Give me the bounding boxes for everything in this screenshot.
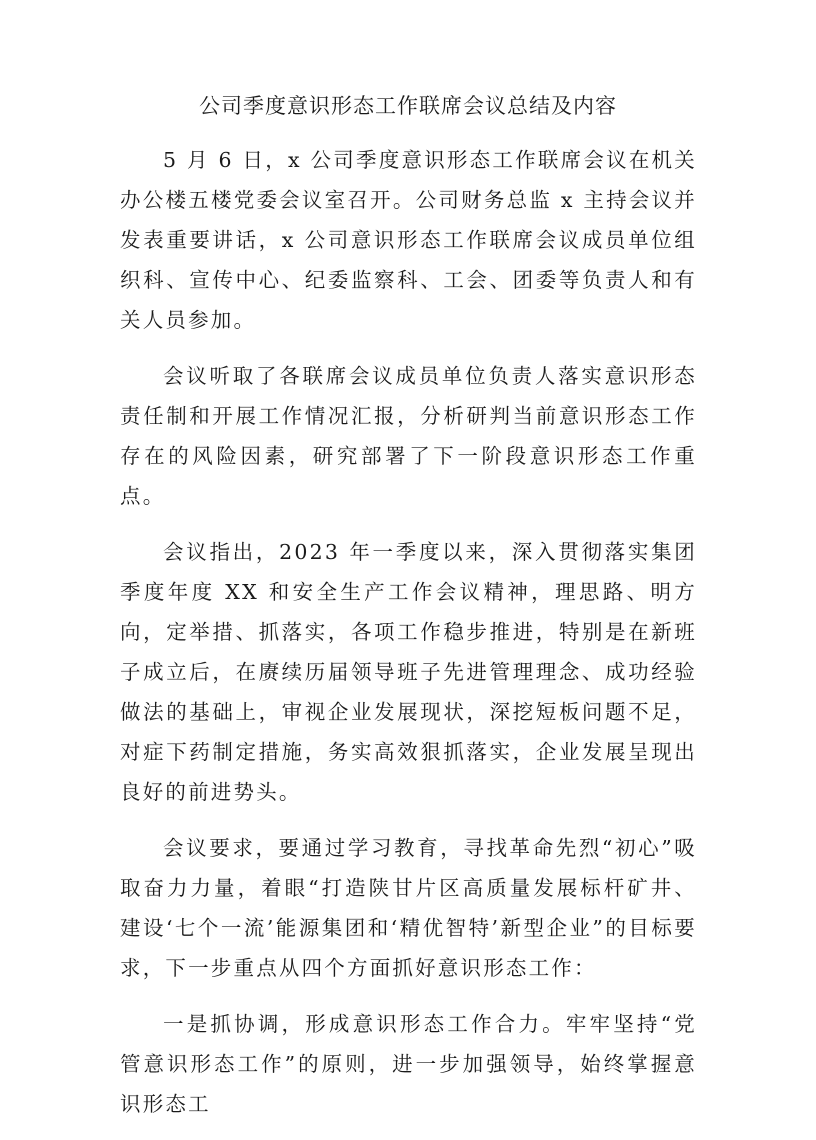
paragraph-meeting-overview: 5 月 6 日，x 公司季度意识形态工作联席会议在机关办公楼五楼党委会议室召开。公司财务总监 x 主持会议并发表重要讲话，x 公司意识形态工作联席会议成员单位组织科、宣传中心、纪委监察科、工会、团委等负责人和有关人员参加。 (120, 148, 697, 332)
document-title: 公司季度意识形态工作联席会议总结及内容 (199, 94, 617, 118)
paragraph-meeting-requirements: 会议要求，要通过学习教育，寻找革命先烈“初心”吸取奋力力量，着眼“打造陕甘片区高质量发展标杆矿井、建设‘七个一流’能源集团和‘精优智特’新型企业”的目标要求，下一步重点从四个方面抓好意识形态工作： (120, 836, 697, 980)
paragraph-first-point: 一是抓协调，形成意识形态工作合力。牢牢坚持“党管意识形态工作”的原则，进一步加强领导，始终掌握意识形态工 (120, 1012, 697, 1116)
document-body (120, 140, 697, 1140)
paragraph-meeting-agenda: 会议听取了各联席会议成员单位负责人落实意识形态责任制和开展工作情况汇报，分析研判当前意识形态工作存在的风险因素，研究部署了下一阶段意识形态工作重点。 (120, 364, 697, 508)
paragraph-meeting-findings: 会议指出，2023 年一季度以来，深入贯彻落实集团季度年度 XX 和安全生产工作会议精神，理思路、明方向，定举措、抓落实，各项工作稳步推进，特别是在新班子成立后，在赓续历届领导班子先进管理理念、成功经验做法的基础上，审视企业发展现状，深挖短板问题不足，对症下药制定措施，务实高效狠抓落实，企业发展呈现出良好的前进势头。 (120, 540, 697, 804)
